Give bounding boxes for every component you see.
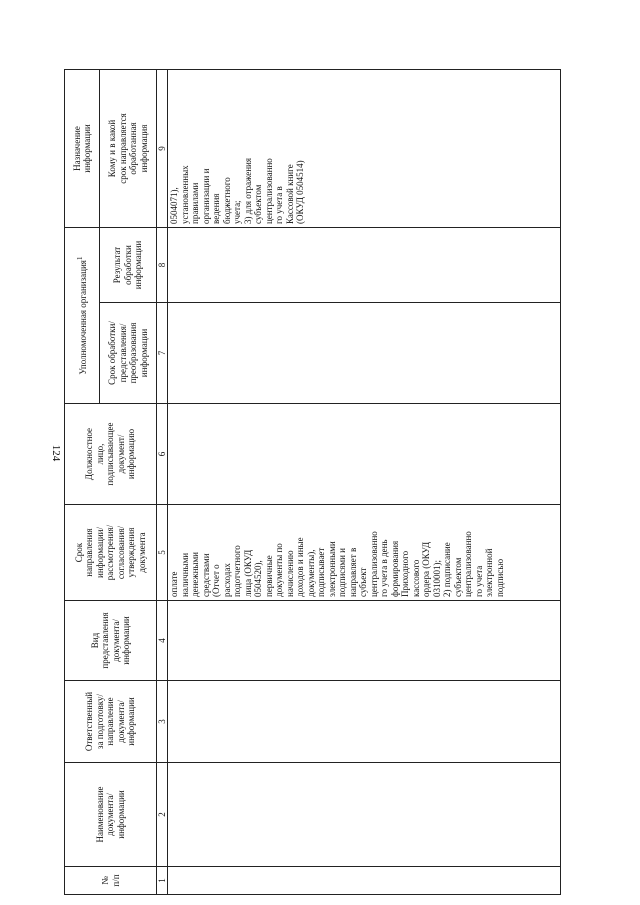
footnote-marker: 1 (75, 256, 85, 261)
header-authorized-organization-label: Уполномоченная организация (78, 260, 89, 375)
column-number: 4 (157, 601, 168, 681)
header-recipient: Кому и в какой срок направляется обработанная информация (100, 70, 157, 228)
header-processing-deadline: Срок обработки/ представления/ преобразования информации (100, 303, 157, 404)
document-table (64, 69, 561, 895)
responsible-cell (168, 681, 561, 763)
header-responsible: Ответственный за подготовку/ направление документа/ информации (65, 681, 157, 763)
column-number: 5 (157, 505, 168, 601)
column-number: 3 (157, 681, 168, 763)
header-signing-official: Должностное лицо, подписывающее документ/ информацию (65, 404, 157, 505)
column-number: 7 (157, 303, 168, 404)
header-authorized-organization (65, 228, 100, 404)
header-processing-result: Результат обработки информации (100, 228, 157, 303)
column-number: 8 (157, 228, 168, 303)
table-row (168, 70, 561, 895)
recipient-cell: 0504071), установленных правилами организации и ведения бюджетного учета; 3) для отражения субъектом централизованно го учета в Кассовой книге (ОКУД 0504514) (168, 70, 561, 228)
column-numbers-row (157, 70, 168, 895)
rotated-table-container (64, 70, 561, 895)
header-row-top (65, 70, 100, 895)
column-number: 6 (157, 404, 168, 505)
deadline-cell: оплате наличными денежными средствами (Отчет о расходах подотчетного лица (ОКУД 0504520), первичные документы по начислению доходов и иные документы), подписывает электронными подписями и направляет в субъект централизованно го учета в день формирования Приходного кассового ордера (ОКУД 0310001); 2) подписание субъектом централизованно го учета электронной подписью (168, 505, 561, 601)
processing-deadline-cell (168, 303, 561, 404)
processing-result-cell (168, 228, 561, 303)
signing-official-cell (168, 404, 561, 505)
column-number: 1 (157, 867, 168, 895)
row-number-cell (168, 867, 561, 895)
header-information-purpose: Назначение информации (65, 70, 100, 228)
header-document-name: Наименование документа/ информации (65, 763, 157, 867)
column-number: 9 (157, 70, 168, 228)
presentation-type-cell (168, 601, 561, 681)
header-number: № п/п (65, 867, 157, 895)
header-deadline: Срок направления информации/ рассмотрения/ согласования/ утверждения документа (65, 505, 157, 601)
page-number: 124 (50, 444, 62, 462)
document-name-cell (168, 763, 561, 867)
column-number: 2 (157, 763, 168, 867)
header-presentation-type: Вид представления документа/ информации (65, 601, 157, 681)
